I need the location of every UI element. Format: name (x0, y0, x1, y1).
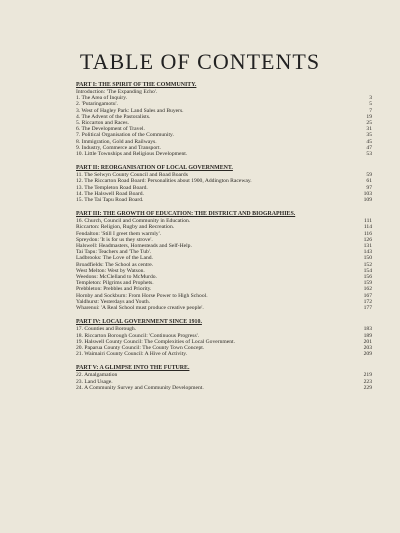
entry-title: 24. A Community Survey and Community Development. (76, 384, 204, 391)
entry-title: 10. Little Townships and Religious Development. (76, 151, 188, 158)
part-heading: PART V: A GLIMPSE INTO THE FUTURE. (76, 365, 190, 372)
entry-title: Prebbleton: Prebbles and Priority. (76, 286, 152, 293)
entry-page-number: 35 (366, 132, 372, 139)
entry-title: 15. The Tai Tapu Road Board. (76, 197, 144, 204)
entry-title: Wharenui: 'A Real School must produce creative people'. (76, 305, 204, 312)
entry-page-number: 203 (363, 344, 372, 351)
entry-title: Yaldhurst: Yesterdays and Youth. (76, 298, 151, 305)
entry-page-number: 31 (366, 126, 372, 133)
entry-page-number: 116 (363, 230, 372, 237)
entry-title: Introduction: 'The Expanding Echo'. (76, 89, 158, 95)
entry-title: Hornby and Sockburn: From Horse Power to High School. (76, 292, 208, 299)
entry-page-number: 189 (363, 332, 372, 339)
entry-page-number: 59 (366, 172, 372, 179)
entry-title: 22. Amalgamation (76, 372, 118, 379)
entry-title: 9. Industry, Commerce and Transport. (76, 144, 161, 151)
entry-page-number: 162 (363, 286, 372, 293)
page-title: TABLE OF CONTENTS (79, 49, 321, 74)
entry-title: 13. The Templeton Road Board. (76, 184, 148, 191)
entry-page-number: 53 (366, 151, 372, 158)
entry-page-number: 3 (369, 95, 372, 102)
entry-page-number: 19 (366, 113, 372, 120)
entry-page-number: 25 (366, 120, 372, 127)
entry-page-number: 103 (363, 190, 372, 197)
entry-title: 2. 'Putaringamotu'. (76, 101, 118, 108)
entry-page-number: 219 (363, 372, 372, 379)
part-spacer (76, 311, 372, 319)
entry-title: Fendalton: 'Still I greet them warmly'. (76, 230, 161, 237)
entry-page-number: 201 (363, 338, 372, 345)
entry-page-number: 111 (364, 218, 372, 225)
entry-title: 5. Riccarton and Races. (76, 120, 129, 127)
entry-page-number: 47 (366, 144, 372, 151)
entry-page-number: 159 (363, 280, 372, 287)
entry-page-number: 154 (363, 267, 372, 274)
entry-page-number: 172 (363, 298, 372, 305)
entry-page-number: 5 (369, 101, 372, 108)
table-of-contents (76, 82, 372, 391)
entry-title: Weedons: McClelland to McMurdo. (76, 274, 157, 281)
entry-title: 23. Land Usage. (76, 378, 113, 385)
entry-page-number: 209 (363, 351, 372, 358)
entry-title: Halswell: Headmasters, Homesteads and Self-Help. (76, 243, 192, 250)
entry-page-number: 109 (363, 197, 372, 204)
entry-title: 14. The Halswell Road Board. (76, 190, 144, 197)
toc-part (76, 319, 372, 357)
entry-title: 21. Waimairi County Council: A Hive of Activity. (76, 351, 188, 358)
entry-page-number: 131 (363, 243, 372, 250)
entry-page-number: 61 (366, 178, 372, 185)
part-spacer (76, 357, 372, 365)
entry-page-number: 143 (363, 249, 372, 256)
toc-part (76, 165, 372, 203)
entry-page-number: 45 (366, 138, 372, 145)
part-heading: PART II: REORGANISATION OF LOCAL GOVERNMENT. (76, 165, 233, 172)
entry-page-number: 223 (363, 378, 372, 385)
entry-title: 20. Paparua County Council: The County Town Concept. (76, 344, 205, 351)
entry-page-number: 7 (369, 107, 372, 114)
entry-title: 7. Political Organisation of the Community. (76, 132, 174, 139)
entry-title: West Melton: West by Watson. (76, 267, 145, 274)
part-spacer (76, 157, 372, 165)
entry-title: 16. Church, Council and Community in Education. (76, 218, 191, 225)
entry-page-number: 177 (363, 305, 372, 312)
entry-page-number: 150 (363, 255, 372, 262)
part-spacer (76, 203, 372, 211)
entry-title: Broadfields: The School as centre. (76, 261, 154, 268)
entry-page-number: 156 (363, 274, 372, 281)
entry-title: 17. Counties and Borough. (76, 326, 137, 333)
toc-part (76, 365, 372, 391)
part-heading: PART IV: LOCAL GOVERNMENT SINCE 1910. (76, 319, 202, 326)
entry-title: Templeton: Pilgrims and Prophets. (76, 280, 154, 287)
entry-title: Riccarton: Religion, Rugby and Recreation. (76, 224, 175, 231)
entry-title: 3. West of Hagley Park: Land Sales and Buyers. (76, 107, 184, 114)
entry-page-number: 229 (363, 384, 372, 391)
entry-page-number: 183 (363, 326, 372, 333)
entry-page-number: 114 (363, 224, 372, 231)
part-heading: PART I: THE SPIRIT OF THE COMMUNITY. (76, 82, 197, 88)
entry-page-number: 97 (366, 184, 372, 191)
entry-page-number: 167 (363, 292, 372, 299)
entry-title: 8. Immigration, Gold and Railways. (76, 138, 157, 145)
toc-entry (76, 385, 372, 391)
entry-title: 12. The Riccarton Road Board: Personalities about 1900, Addington Raceway. (76, 178, 252, 185)
entry-title: Spreydon: 'It is for us they strove'. (76, 236, 153, 243)
entry-title: 19. Halswell County Council: The Complexities of Local Government. (76, 338, 235, 345)
entry-title: Ladbrooks: The Love of the Land. (76, 255, 153, 262)
entry-page-number: 126 (363, 236, 372, 243)
entry-title: 18. Riccarton Borough Council: 'Continuous Progress'. (76, 332, 200, 339)
toc-part (76, 82, 372, 157)
entry-title: 11. The Selwyn County Council and Road Boards (76, 172, 188, 179)
part-heading: PART III: THE GROWTH OF EDUCATION: THE DISTRICT AND BIOGRAPHIES. (76, 211, 296, 218)
entry-page-number: 152 (363, 261, 372, 268)
entry-title: 6. The Development of Travel. (76, 126, 145, 133)
entry-title: 1. The Area of Inquiry. (76, 95, 128, 102)
toc-part (76, 211, 372, 311)
entry-title: 4. The Advent of the Pastoralists. (76, 113, 151, 120)
entry-title: Tai Tapu: Teachers and 'The Tub'. (76, 249, 152, 256)
